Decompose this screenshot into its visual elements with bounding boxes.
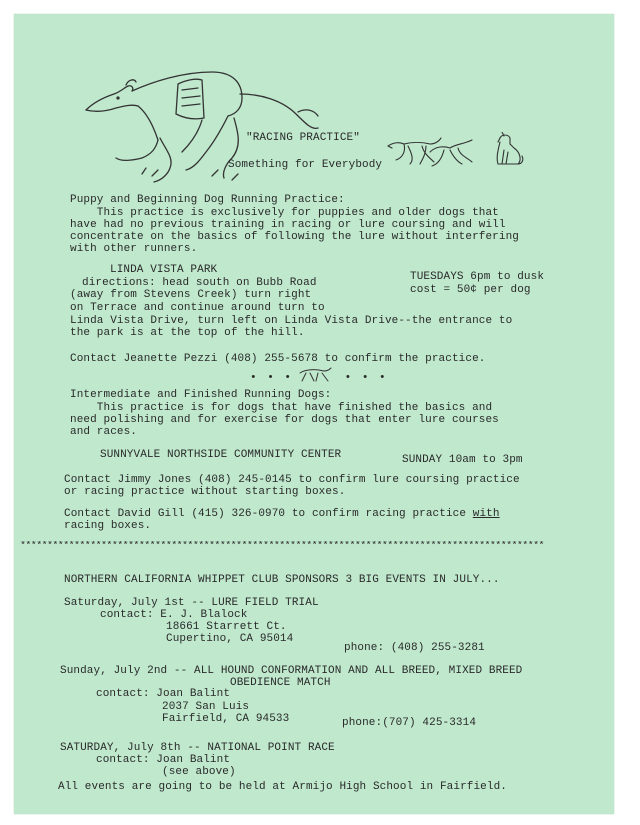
page-subtitle: Something for Everybody [228,159,383,171]
contact-gill-text: Contact David Gill (415) 326-0970 to confirm racing practice [64,508,473,520]
directions-line: directions: head south on Bubb Road [82,277,317,289]
intermediate-location: SUNNYVALE NORTHSIDE COMMUNITY CENTER [100,449,342,461]
event3-note: (see above) [162,766,236,778]
page-title: "RACING PRACTICE" [246,132,360,144]
event2-address: 2037 San Luis [162,701,250,713]
intermediate-schedule: SUNDAY 10am to 3pm [402,454,523,466]
directions-line: (away from Stevens Creek) turn right [70,289,312,301]
intermediate-desc-line: This practice is for dogs that have finished the basics and [70,402,493,414]
intermediate-desc-line: need polishing and for exercise for dogs that enter lure courses [70,414,499,426]
puppy-desc-line: with other runners. [70,243,198,255]
event2-contact: contact: Joan Balint [96,688,231,700]
puppy-desc-line: This practice is exclusively for puppies and older dogs that [70,207,499,219]
puppy-schedule: TUESDAYS 6pm to dusk [410,271,545,283]
section-divider: • • • • • • [250,372,388,384]
sitting-dog-icon [492,132,526,170]
contact-jones-line: Contact Jimmy Jones (408) 245-0145 to confirm lure coursing practice [64,474,520,486]
park-name: LINDA VISTA PARK [110,264,218,276]
contact-jones-line: or racing practice without starting boxes. [64,486,346,498]
event2-title: OBEDIENCE MATCH [230,677,331,689]
events-heading: NORTHERN CALIFORNIA WHIPPET CLUB SPONSORS 3 BIG EVENTS IN JULY... [64,574,500,586]
contact-gill-emphasis: with [472,508,500,520]
puppy-contact: Contact Jeanette Pezzi (408) 255-5678 to confirm the practice. [70,353,486,365]
event2-address: Fairfield, CA 94533 [162,713,290,725]
event1-address: 18661 Starrett Ct. [166,621,287,633]
small-running-dog-icon-2 [428,132,474,172]
intermediate-heading: Intermediate and Finished Running Dogs: [70,389,332,401]
event2-title: Sunday, July 2nd -- ALL HOUND CONFORMATION AND ALL BREED, MIXED BREED [60,665,523,677]
event1-phone: phone: (408) 255-3281 [344,642,485,654]
directions-line: on Terrace and continue around turn to [70,302,325,314]
intermediate-desc-line: and races. [70,426,138,438]
directions-line: Linda Vista Drive, turn left on Linda Vista Drive--the entrance to [70,315,513,327]
event1-address: Cupertino, CA 95014 [166,633,294,645]
event3-title: SATURDAY, July 8th -- NATIONAL POINT RACE [60,742,335,754]
puppy-desc-line: concentrate on the basics of following the lure without interfering [70,231,519,243]
puppy-cost: cost = 50¢ per dog [410,284,531,296]
event1-contact: contact: E. J. Blalock [100,609,248,621]
star-separator: ************************************************************************************************* [20,541,544,552]
event3-contact: contact: Joan Balint [96,754,231,766]
contact-gill-line [64,508,500,520]
event2-phone: phone:(707) 425-3314 [342,717,477,729]
divider-dog-icon [298,367,332,383]
events-footer: All events are going to be held at Armijo High School in Fairfield. [58,781,507,793]
directions-line: the park is at the top of the hill. [70,327,305,339]
contact-gill-line-2: racing boxes. [64,520,152,532]
flyer-sheet [14,14,614,814]
puppy-desc-line: have had no previous training in racing or lure coursing and will [70,219,506,231]
puppy-heading: Puppy and Beginning Dog Running Practice: [70,194,345,206]
event1-title: Saturday, July 1st -- LURE FIELD TRIAL [64,597,319,609]
